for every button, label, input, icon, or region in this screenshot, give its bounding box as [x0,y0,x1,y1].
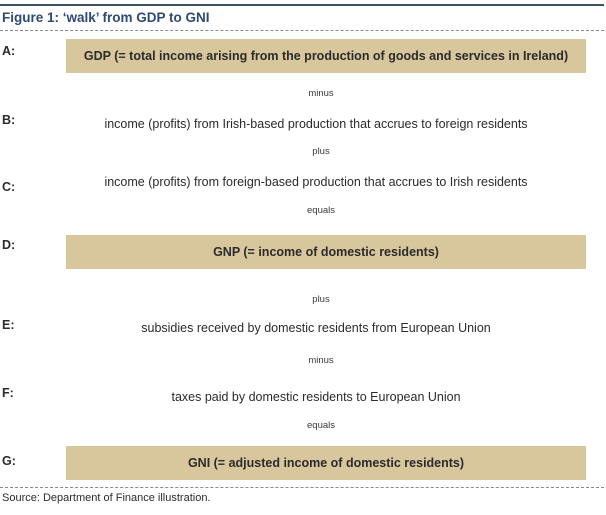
operator-equals-1: equals [307,205,335,216]
source-note: Source: Department of Finance illustration. [2,492,211,504]
gni-box: GNI (= adjusted income of domestic residents) [66,446,586,480]
row-text-c: income (profits) from foreign-based production that accrues to Irish residents [104,175,528,189]
figure-title: Figure 1: ‘walk’ from GDP to GNI [2,10,210,25]
row-label-g: G: [2,454,16,468]
operator-equals-2: equals [307,420,335,431]
title-divider [0,30,604,31]
row-label-d: D: [2,238,16,252]
source-divider [0,487,604,488]
operator-minus-1: minus [308,88,334,99]
row-label-e: E: [2,318,15,332]
gnp-box: GNP (= income of domestic residents) [66,235,586,269]
row-text-f: taxes paid by domestic residents to European Union [171,390,461,404]
row-label-f: F: [2,386,14,400]
operator-minus-2: minus [308,355,334,366]
row-text-e: subsidies received by domestic residents from European Union [141,321,491,335]
row-text-b: income (profits) from Irish-based production that accrues to foreign residents [104,117,528,131]
operator-plus-1: plus [312,146,330,157]
row-label-b: B: [2,113,16,127]
operator-plus-2: plus [312,294,330,305]
row-label-c: C: [2,180,16,194]
row-label-a: A: [2,44,16,58]
gdp-box: GDP (= total income arising from the production of goods and services in Ireland) [66,39,586,73]
top-rule [0,4,604,6]
